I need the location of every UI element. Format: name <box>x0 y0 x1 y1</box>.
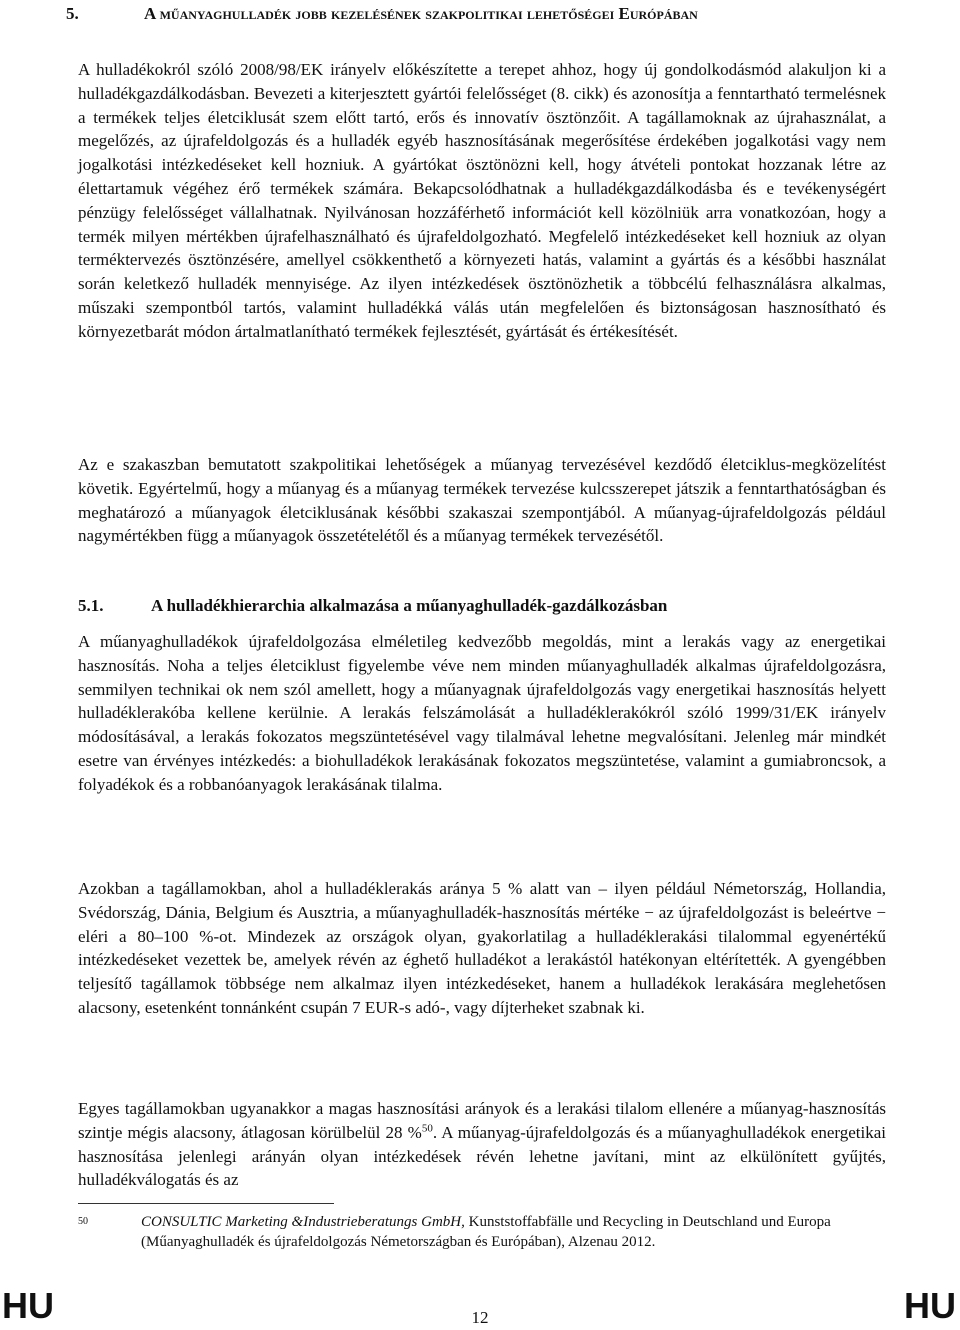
section-heading <box>66 2 896 26</box>
footnote-body <box>78 1212 888 1252</box>
subsection-title: A hulladékhierarchia alkalmazása a műanyaghulladék-gazdálkozásban <box>151 596 668 615</box>
section-title: A műanyaghulladék jobb kezelésének szakpolitikai lehetőségei Európában <box>144 4 698 23</box>
paragraph-rates-text-b: . A műanyag-újrafeldolgozás és a műanyaghulladékok energetikai hasznosítása jelenlegi arányán olyan intézkedések révén lehetne javítani, mint az elkülönített gyűjtés, hulladékválogatás és az <box>78 1122 886 1190</box>
subsection-number: 5.1. <box>78 596 104 615</box>
paragraph-intro: A hulladékokról szóló 2008/98/EK irányelv előkészítette a terepet ahhoz, hogy új gondolkodásmód alakuljon ki a hulladékgazdálkodásban. Bevezeti a kiterjesztett gyártói felelősséget (8. cikk) és azonosítja a fenntartható termelésnek a termékek teljes életciklusát szem előtt tartó, erős és innovatív ösztönzőit. A tagállamoknak az újrahasználat, a megelőzés, az újrafeldolgozás és a hulladék egyéb hasznosításának megerősítése érdekében jogalkotási vagy nem jogalkotási intézkedéseket kell hozniuk. A gyártókat ösztönözni kell, hogy átvételi pontokat hozzanak létre az élettartamuk végéhez érő termékek számára. Bekapcsolódhatnak a hulladékgazdálkodásba és e tevékenységért pénzügy felelősséget vállalhatnak. Nyilvánosan hozzáférhető információt kell közölniük arra vonatkozóan, hogy a termék milyen mértékben újrafelhasználható és újrafeldolgozható. Megfelelő intézkedéseket kell hozniuk az olyan terméktervezés ösztönzésére, amellyel csökkenthető a környezeti hatás, valamint a gyártás és a későbbi használat során keletkező hulladék mennyisége. Az ilyen intézkedések ösztönözhetik a többcélú felhasználásra alkalmas, műszaki szempontból tartós, valamint hulladékká válás után megfelelően és biztonságosan hasznosítható és környezetbarát módon ártalmatlanítható termékek fejlesztését, gyártását és értékesítését. <box>78 60 886 341</box>
footnote <box>78 1212 888 1252</box>
footnote-divider <box>78 1203 334 1204</box>
paragraph-member-states: Azokban a tagállamokban, ahol a hulladéklerakás aránya 5 % alatt van – ilyen például Németország, Hollandia, Svédország, Dánia, Belgium és Ausztria, a műanyaghulladék-hasznosítás mértéke − az újrafeldolgozást is beleértve − eléri a 80–100 %-ot. Mindezek az országok olyan, gyakorlatilag a hulladéklerakási tilalommal egyenértékű intézkedéseket vezettek be, amelyek révén az éghető hulladékot a lerakástól hatékonyan eltérítették. A gyengébben teljesítő tagállamok többsége nem alkalmaz ilyen intézkedéseket, hanem a hulladékok lerakására meglehetősen alacsony, esetenként tonnánként csupán 7 EUR-s adó-, vagy díjterheket szabnak ki. <box>78 879 886 1017</box>
footnote-marker: 50 <box>78 1216 88 1227</box>
paragraph-recycling: A műanyaghulladékok újrafeldolgozása elméletileg kedvezőbb megoldás, mint a lerakás vagy az energetikai hasznosítás. Noha a teljes életciklust figyelembe véve nem minden műanyaghulladék alkalmas újrafeldolgozásra, semmilyen technikai ok nem szól amellett, hogy a műanyagnak újrafeldolgozás vagy energetikai hasznosítás helyett hulladéklerakóba kellene kerülnie. A lerakás felszámolását a hulladéklerakókról szóló 1999/31/EK irányelv módosításával, a lerakás fokozatos megszüntetésével vagy tilalmával lehetne megvalósítani. Jelenleg már mindkét esetre van érvényes intézkedés: a biohulladékok lerakásának fokozatos megszüntetése, valamint a gumiabroncsok, a folyadékok és a robbanóanyagok lerakásának tilalma. <box>78 632 886 794</box>
footnote-reference: 50 <box>421 1122 433 1135</box>
footer-language-left: HU <box>2 1285 54 1326</box>
footnote-text: Kunststoffabfälle und Recycling in Deutschland und Europa (Műanyaghulladék és újrafeldolgozás Németországban és Európában), Alzenau 2012. <box>141 1214 831 1250</box>
paragraph-rates <box>78 1097 886 1192</box>
paragraph-lifecycle: Az e szakaszban bemutatott szakpolitikai lehetőségek a műanyag tervezésével kezdődő életciklus-megközelítést követik. Egyértelmű, hogy a műanyag és a műanyag termékek tervezése kulcsszerepet játszik a fenntarthatóságban és meghatározó a műanyagok életciklusának későbbi szakaszai szempontjából. A műanyag-újrafeldolgozás például nagymértékben függ a műanyagok összetételétől és a műanyag termékek tervezésétől. <box>78 455 886 546</box>
footer-language-right: HU <box>904 1285 956 1326</box>
section-number: 5. <box>66 4 79 23</box>
footnote-source: CONSULTIC Marketing &Industrieberatungs GmbH, <box>141 1214 465 1230</box>
paragraph-rates-text-a: Egyes tagállamokban ugyanakkor a magas hasznosítási arányok és a lerakási tilalom ellenére a műanyag-hasznosítás szintje mégis alacsony, átlagosan körülbelül 28 % <box>78 1099 886 1142</box>
subsection-heading <box>78 594 668 618</box>
page-number: 12 <box>471 1308 489 1327</box>
